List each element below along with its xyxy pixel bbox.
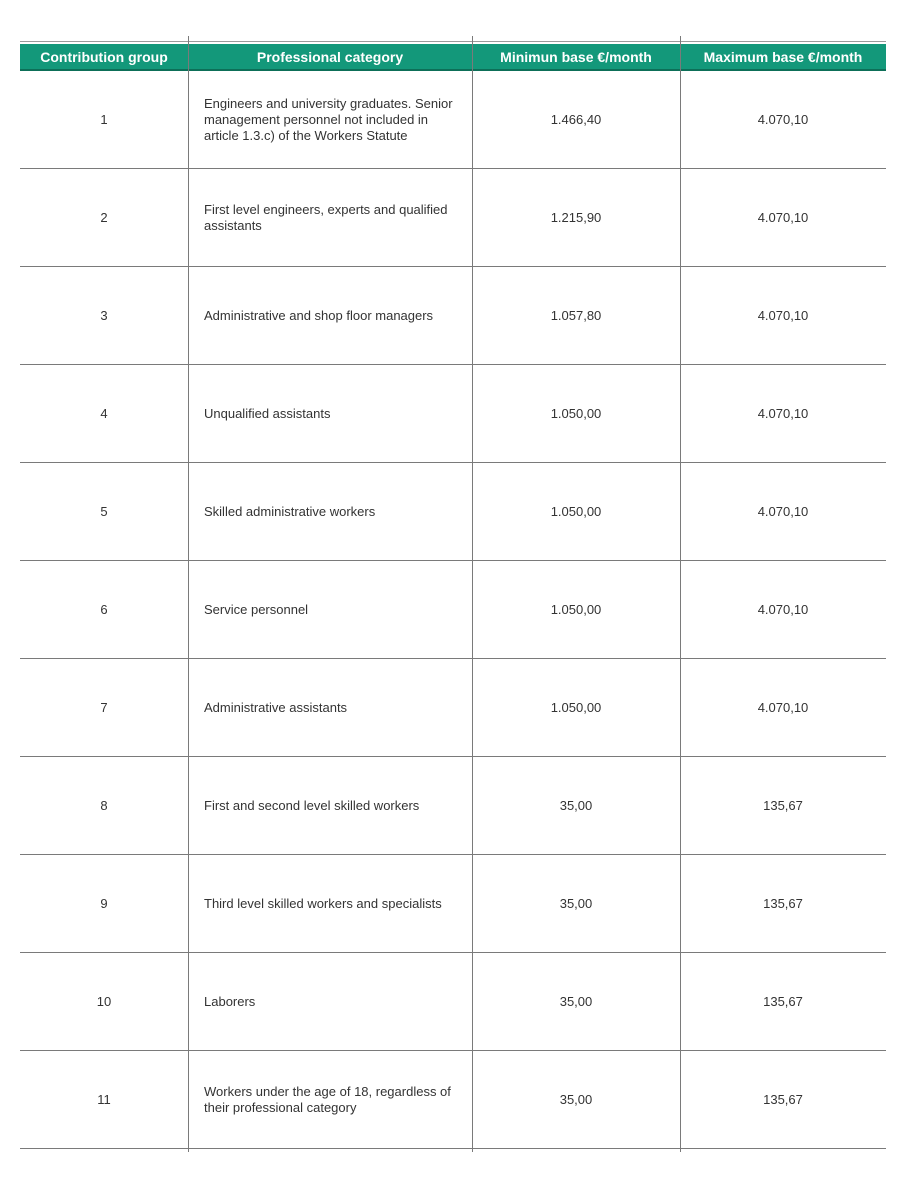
cell-group: 11 (97, 1091, 111, 1107)
cell-min-base: 1.057,80 (550, 307, 602, 323)
table-row (20, 267, 886, 365)
cell-max-base: 4.070,10 (757, 601, 809, 617)
cell-category: Administrative assistants (204, 699, 348, 715)
cell-group: 1 (100, 111, 108, 127)
cell-max-base: 4.070,10 (757, 307, 809, 323)
cell-group: 8 (100, 797, 108, 813)
cell-category: Workers under the age of 18, regardless of their professional category (204, 1083, 451, 1115)
table-row (20, 463, 886, 561)
cell-category: Third level skilled workers and specialists (204, 895, 442, 911)
table-row (20, 169, 886, 267)
table-row (20, 1051, 886, 1149)
cell-max-base: 4.070,10 (757, 209, 809, 225)
column-divider (680, 36, 681, 1152)
table-header (20, 44, 886, 71)
cell-min-base: 35,00 (559, 993, 593, 1009)
table-row (20, 365, 886, 463)
cell-group: 6 (100, 601, 108, 617)
cell-min-base: 35,00 (559, 1091, 593, 1107)
table-body (20, 71, 886, 1149)
top-rule (20, 41, 886, 42)
cell-group: 2 (100, 209, 108, 225)
cell-group: 10 (96, 993, 112, 1009)
table-row (20, 561, 886, 659)
cell-category: Service personnel (204, 601, 309, 617)
cell-min-base: 1.466,40 (550, 111, 602, 127)
header-minimum-base: Minimun base €/month (500, 48, 652, 65)
cell-category: Laborers (204, 993, 256, 1009)
cell-category: Administrative and shop floor managers (204, 307, 434, 323)
cell-category: Skilled administrative workers (204, 503, 376, 519)
column-divider (188, 36, 189, 1152)
table-row (20, 855, 886, 953)
header-maximum-base: Maximum base €/month (703, 48, 863, 65)
cell-min-base: 1.050,00 (550, 503, 602, 519)
table-row (20, 71, 886, 169)
cell-group: 9 (100, 895, 108, 911)
cell-max-base: 4.070,10 (757, 405, 809, 421)
cell-max-base: 135,67 (763, 1091, 803, 1107)
header-contribution-group: Contribution group (40, 48, 168, 65)
cell-min-base: 1.215,90 (550, 209, 602, 225)
table-row (20, 659, 886, 757)
column-divider (472, 36, 473, 1152)
cell-min-base: 1.050,00 (550, 405, 602, 421)
cell-max-base: 135,67 (763, 993, 803, 1009)
table-row (20, 953, 886, 1051)
cell-group: 7 (100, 699, 108, 715)
table-row (20, 757, 886, 855)
header-professional-category: Professional category (256, 48, 404, 65)
cell-min-base: 1.050,00 (550, 699, 602, 715)
cell-max-base: 135,67 (763, 895, 803, 911)
cell-category: Unqualified assistants (204, 405, 331, 421)
cell-max-base: 4.070,10 (757, 699, 809, 715)
contribution-table (20, 36, 886, 1152)
cell-group: 3 (100, 307, 108, 323)
cell-min-base: 35,00 (559, 797, 593, 813)
cell-category: First level engineers, experts and qualified assistants (204, 201, 448, 233)
cell-max-base: 4.070,10 (757, 111, 809, 127)
cell-min-base: 1.050,00 (550, 601, 602, 617)
cell-max-base: 135,67 (763, 797, 803, 813)
cell-min-base: 35,00 (559, 895, 593, 911)
cell-group: 5 (100, 503, 108, 519)
cell-group: 4 (100, 405, 108, 421)
cell-category: Engineers and university graduates. Senior management personnel not included in article 1.3.c) of the Workers Statute (204, 95, 453, 143)
cell-category: First and second level skilled workers (204, 797, 420, 813)
cell-max-base: 4.070,10 (757, 503, 809, 519)
